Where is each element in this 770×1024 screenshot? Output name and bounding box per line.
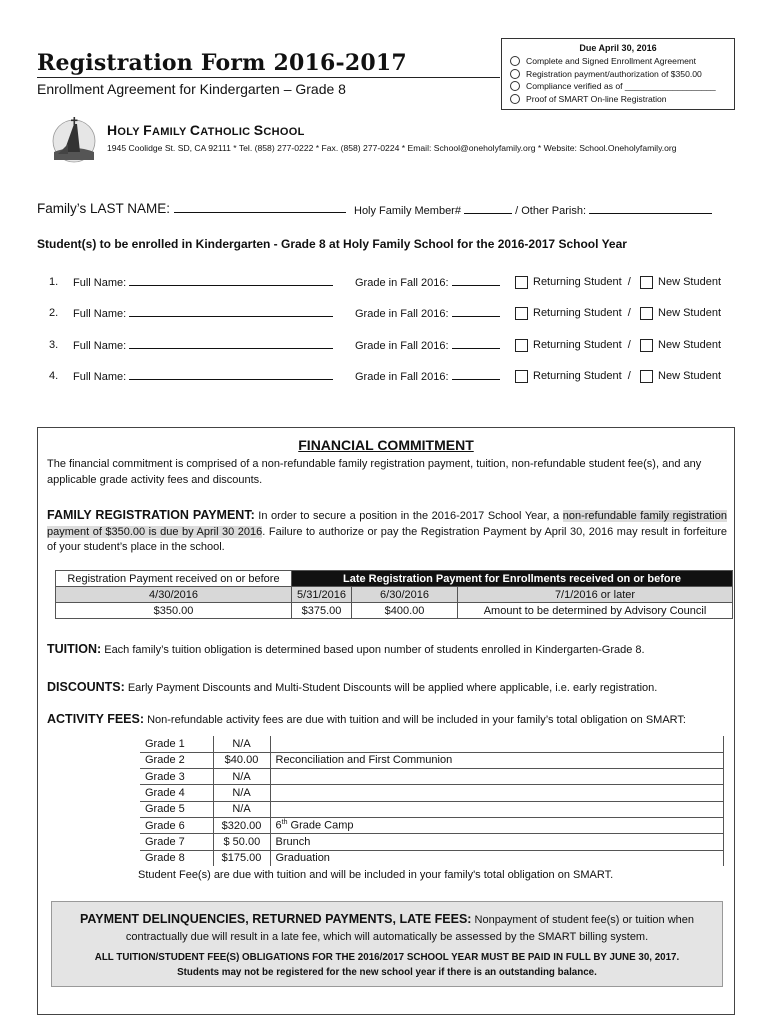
church-logo-icon — [50, 114, 98, 164]
full-name-label: Full Name: — [73, 371, 127, 383]
table-row: Grade 7 $ 50.00 Brunch — [140, 834, 724, 850]
title-divider — [37, 77, 500, 78]
financial-title: FINANCIAL COMMITMENT — [298, 437, 474, 453]
radio-button[interactable] — [510, 94, 520, 104]
grade-field[interactable] — [452, 275, 500, 286]
new-student-label: New Student — [658, 307, 722, 319]
table-row: Grade 2 $40.00 Reconciliation and First Communion — [140, 752, 724, 768]
returning-student-checkbox[interactable] — [515, 370, 528, 383]
discounts-heading: DISCOUNTS: — [47, 680, 125, 694]
registration-payment-table — [55, 570, 733, 619]
payment-deadline-notice: ALL TUITION/STUDENT FEE(S) OBLIGATIONS FOR THE 2016/2017 SCHOOL YEAR MUST BE PAID IN FULL BY JUNE 30, 2017. Students may not be registered for the new school year if there is an outstanding balance. — [94, 952, 680, 978]
grade-label: Grade in Fall 2016: — [355, 340, 449, 352]
activity-fees-paragraph: ACTIVITY FEES: Non-refundable activity fees are due with tuition and will be included in your family’s total obligation on SMART: — [47, 712, 686, 726]
grade-label: Grade in Fall 2016: — [355, 371, 449, 383]
full-name-field[interactable] — [129, 306, 333, 317]
row-number: 3. — [49, 339, 59, 351]
table-row: 4/30/2016 5/31/2016 6/30/2016 7/1/2016 or later — [56, 587, 733, 603]
table-row: $350.00 $375.00 $400.00 Amount to be determined by Advisory Council — [56, 603, 733, 619]
sixth-grade-desc: 6th Grade Camp — [270, 817, 724, 833]
table-row: Grade 4 N/A — [140, 785, 724, 801]
returning-student-checkbox[interactable] — [515, 307, 528, 320]
table-header: Late Registration Payment for Enrollments received on or before — [292, 571, 733, 587]
due-item — [510, 80, 726, 93]
due-item — [510, 68, 726, 81]
grade-field[interactable] — [452, 338, 500, 349]
table-row: Grade 1 N/A — [140, 736, 724, 752]
returning-student-label: Returning Student — [533, 339, 622, 351]
full-name-label: Full Name: — [73, 277, 127, 289]
due-item-label: Registration payment/authorization of $350.00 — [526, 68, 702, 79]
full-name-label: Full Name: — [73, 340, 127, 352]
financial-intro: The financial commitment is comprised of a non-refundable family registration payment, tuition, non-refundable student fee(s), and any applicable grade activity fees and discounts. — [47, 458, 702, 486]
due-item-label: Proof of SMART On-line Registration — [526, 93, 667, 104]
other-parish-field[interactable] — [589, 203, 712, 214]
full-name-field[interactable] — [129, 369, 333, 380]
student-row: 1. Full Name: Grade in Fall 2016: Returning Student / New Student — [49, 276, 722, 289]
row-number: 2. — [49, 307, 59, 319]
registration-payment-heading: FAMILY REGISTRATION PAYMENT: — [47, 508, 255, 522]
row-number: 1. — [49, 276, 59, 288]
full-name-field[interactable] — [129, 275, 333, 286]
school-name: HOLY FAMILY CATHOLIC SCHOOL — [107, 122, 305, 138]
grade-field[interactable] — [452, 306, 500, 317]
table-header: Registration Payment received on or before — [56, 571, 292, 587]
returning-student-checkbox[interactable] — [515, 339, 528, 352]
table-row: Grade 6 $320.00 6th Grade Camp — [140, 817, 724, 833]
family-last-name-field[interactable] — [174, 202, 346, 213]
student-row: 3. Full Name: Grade in Fall 2016: Returning Student / New Student — [49, 339, 722, 352]
table-row: Grade 5 N/A — [140, 801, 724, 817]
new-student-label: New Student — [658, 370, 722, 382]
grade-label: Grade in Fall 2016: — [355, 277, 449, 289]
table-row: Grade 8 $175.00 Graduation — [140, 850, 724, 866]
member-parish-row — [354, 203, 712, 217]
activity-fees-table — [140, 736, 724, 866]
returning-student-label: Returning Student — [533, 370, 622, 382]
payment-delinquency-text: PAYMENT DELINQUENCIES, RETURNED PAYMENTS, LATE FEES: Nonpayment of student fee(s) or tuition when contractually due will result in a late fee, which will automatically be assessed by the SMART billing system. — [79, 912, 695, 943]
other-parish-label: / Other Parish: — [515, 205, 587, 217]
activity-fees-note: Student Fee(s) are due with tuition and will be included in your family's total obligation on SMART. — [138, 869, 614, 881]
tuition-paragraph: TUITION: Each family’s tuition obligation is determined based upon number of students enrolled in Kindergarten-Grade 8. — [47, 642, 645, 656]
returning-student-label: Returning Student — [533, 307, 622, 319]
due-item-label: Compliance verified as of ___________________ — [526, 81, 716, 91]
member-number-label: Holy Family Member# — [354, 205, 461, 217]
due-item-label: Complete and Signed Enrollment Agreement — [526, 56, 697, 66]
enroll-heading: Student(s) to be enrolled in Kindergarten - Grade 8 at Holy Family School for the 2016-2017 School Year — [37, 237, 627, 251]
due-item — [510, 55, 726, 68]
radio-button[interactable] — [510, 56, 520, 66]
family-last-name-row — [37, 201, 346, 216]
table-row: Grade 3 N/A — [140, 769, 724, 785]
full-name-label: Full Name: — [73, 308, 127, 320]
grade-label: Grade in Fall 2016: — [355, 308, 449, 320]
discounts-paragraph: DISCOUNTS: Early Payment Discounts and Multi-Student Discounts will be applied where applicable, i.e. early registration. — [47, 680, 658, 694]
tuition-heading: TUITION: — [47, 642, 102, 656]
new-student-checkbox[interactable] — [640, 370, 653, 383]
radio-button[interactable] — [510, 81, 520, 91]
due-heading: Due April 30, 2016 — [579, 43, 657, 53]
returning-student-label: Returning Student — [533, 276, 622, 288]
school-address: 1945 Coolidge St. SD, CA 92111 * Tel. (858) 277-0222 * Fax. (858) 277-0224 * Email: School@oneholyfamily.org * Website: School.Oneholyfamily.org — [107, 143, 677, 153]
student-row: 4. Full Name: Grade in Fall 2016: Returning Student / New Student — [49, 370, 722, 383]
new-student-checkbox[interactable] — [640, 307, 653, 320]
registration-payment-paragraph: FAMILY REGISTRATION PAYMENT: In order to secure a position in the 2016-2017 School Year, a non-refundable family registration payment of $350.00 is due by April 30 2016. Failure to authorize or pay the Registration Payment by April 30, 2016 may result in forfeiture of your student’s place in the school. — [47, 508, 727, 553]
returning-student-checkbox[interactable] — [515, 276, 528, 289]
student-row: 2. Full Name: Grade in Fall 2016: Returning Student / New Student — [49, 307, 722, 320]
registration-highlight: non-refundable family registration payment of $350.00 is due by April 30 2016 — [47, 510, 727, 538]
radio-button[interactable] — [510, 69, 520, 79]
due-checklist-box — [501, 38, 735, 110]
payment-delinquency-heading: PAYMENT DELINQUENCIES, RETURNED PAYMENTS, LATE FEES: — [79, 912, 472, 926]
member-number-field[interactable] — [464, 203, 512, 214]
due-item — [510, 93, 726, 106]
row-number: 4. — [49, 370, 59, 382]
new-student-checkbox[interactable] — [640, 276, 653, 289]
full-name-field[interactable] — [129, 338, 333, 349]
form-subtitle: Enrollment Agreement for Kindergarten – Grade 8 — [37, 81, 346, 97]
new-student-checkbox[interactable] — [640, 339, 653, 352]
activity-fees-heading: ACTIVITY FEES: — [47, 712, 145, 726]
grade-field[interactable] — [452, 369, 500, 380]
new-student-label: New Student — [658, 276, 722, 288]
family-last-name-label: Family’s LAST NAME: — [37, 201, 171, 216]
new-student-label: New Student — [658, 339, 722, 351]
form-title: Registration Form 2016-2017 — [37, 50, 407, 76]
